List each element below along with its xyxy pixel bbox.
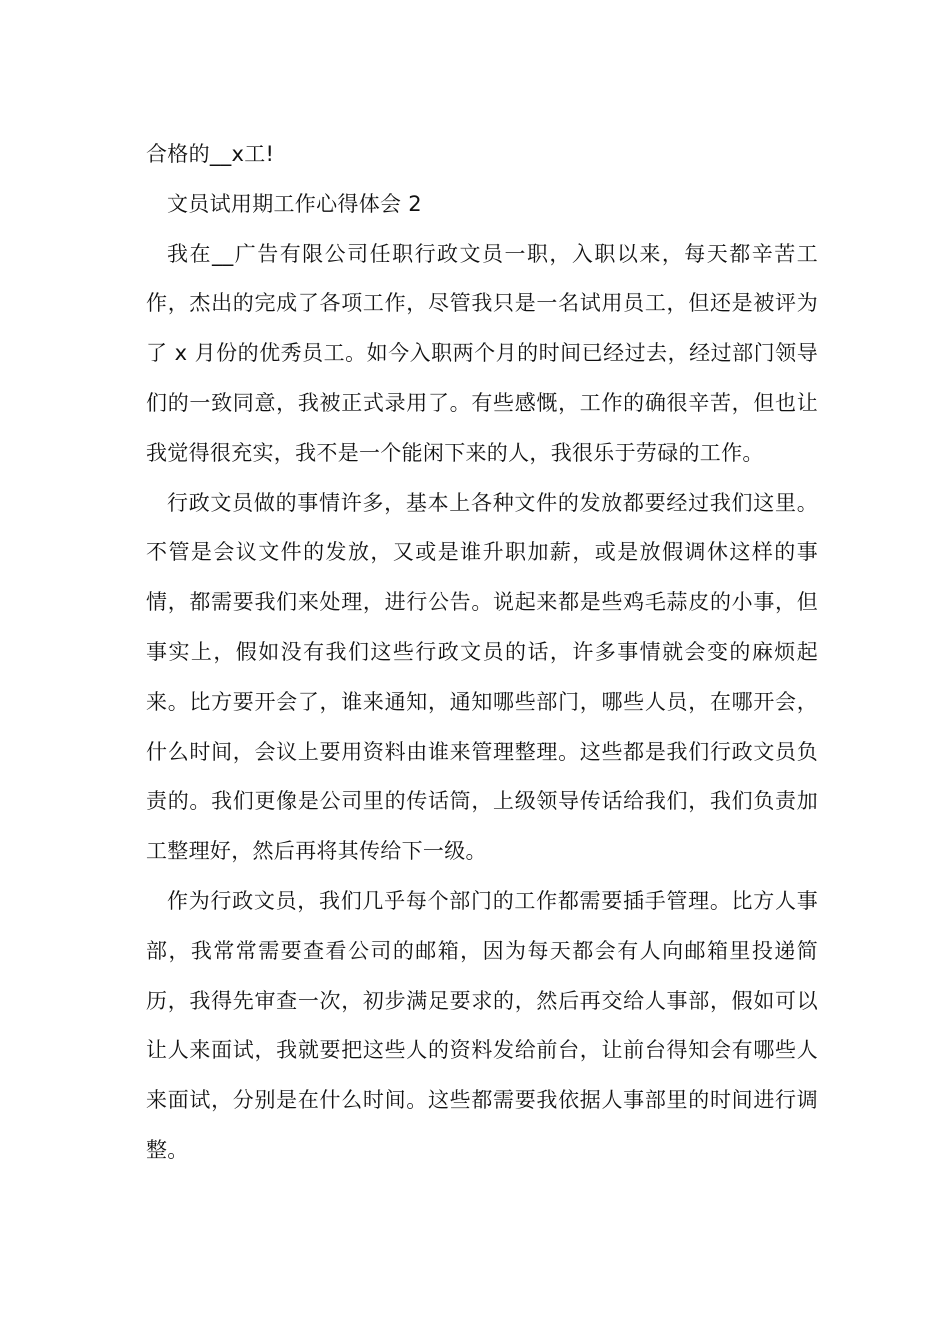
section-heading: 文员试用期工作心得体会 2: [167, 191, 422, 216]
paragraph-1: 我在__广告有限公司任职行政文员一职，入职以来，每天都辛苦工作，杰出的完成了各项工作，尽管我只是一名试用员工，但还是被评为了 x 月份的优秀员工。如今入职两个月的时间已经过去，经过部门领导们的一致同意，我被正式录用了。有些感慨，工作的确很辛苦，但也让我觉得很充实，我不是一个能闲下来的人，我很乐于劳碌的工作。: [146, 241, 818, 465]
paragraph-2: 行政文员做的事情许多，基本上各种文件的发放都要经过我们这里。不管是会议文件的发放，又或是谁升职加薪，或是放假调休这样的事情，都需要我们来处理，进行公告。说起来都是些鸡毛蒜皮的小事，但事实上，假如没有我们这些行政文员的话，许多事情就会变的麻烦起来。比方要开会了，谁来通知，通知哪些部门，哪些人员，在哪开会，什么时间，会议上要用资料由谁来管理整理。这些都是我们行政文员负责的。我们更像是公司里的传话筒，上级领导传话给我们，我们负责加工整理好，然后再将其传给下一级。: [146, 490, 818, 864]
document-body: [146, 130, 818, 1176]
intro-line: 合格的__x工!: [146, 142, 275, 166]
paragraph-3: 作为行政文员，我们几乎每个部门的工作都需要插手管理。比方人事部，我常常需要查看公司的邮箱，因为每天都会有人向邮箱里投递简历，我得先审查一次，初步满足要求的，然后再交给人事部，假如可以让人来面试，我就要把这些人的资料发给前台，让前台得知会有哪些人来面试，分别是在什么时间。这些都需要我依据人事部里的时间进行调整。: [146, 888, 818, 1162]
